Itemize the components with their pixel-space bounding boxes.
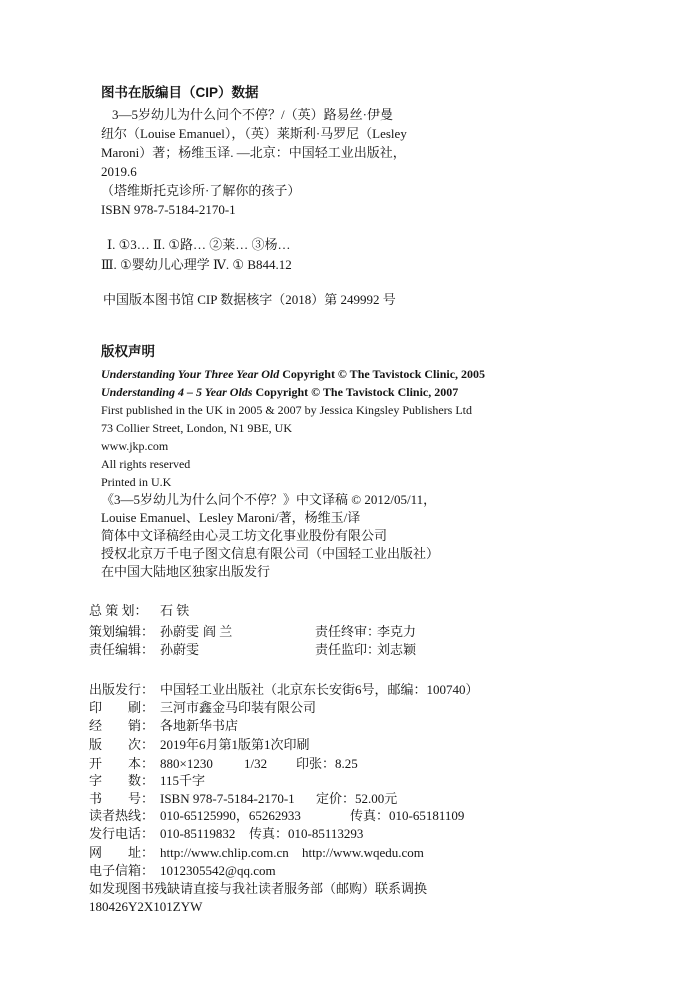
pub-fax: 传真：010-65181109 <box>350 808 465 823</box>
copyright-heading: 版权声明 <box>101 344 155 359</box>
pub-label: 版 次： <box>89 737 155 752</box>
book2-title: Understanding 4 – 5 Year Olds <box>101 385 253 399</box>
copyright-line: 在中国大陆地区独家出版发行 <box>101 564 271 579</box>
copyright-line: 《3—5岁幼儿为什么问个不停？》中文译稿 © 2012/05/11， <box>101 492 437 507</box>
copyright-line: 73 Collier Street, London, N1 9BE, UK <box>101 421 292 435</box>
credit-value: 阎 兰 <box>203 624 233 639</box>
cip-heading: 图书在版编目（CIP）数据 <box>101 85 259 100</box>
cip-record-line: 纽尔（Louise Emanuel），（英）莱斯利·马罗尼（Lesley <box>101 126 407 141</box>
cip-record-line: 2019.6 <box>101 164 137 179</box>
credit-label: 责任终审： <box>315 624 381 639</box>
pub-distributor <box>89 717 649 735</box>
pub-code-text: 180426Y2X101ZYW <box>89 899 203 914</box>
copyright-line: First published in the UK in 2005 & 2007 by Jessica Kingsley Publishers Ltd <box>101 403 472 417</box>
book1-notice: Copyright © The Tavistock Clinic, 2005 <box>282 367 486 381</box>
credit-label: 责任编辑： <box>89 642 155 657</box>
pub-label: 网 址： <box>89 845 155 860</box>
credit-label: 总 策 划： <box>89 603 148 618</box>
copyright-line: All rights reserved <box>101 457 191 471</box>
pub-label: 经 销： <box>89 718 155 733</box>
cip-isbn-line: ISBN 978-7-5184-2170-1 <box>101 202 236 217</box>
pub-format-sheets: 印张：8.25 <box>296 756 358 771</box>
copyright-line: 授权北京万千电子图文信息有限公司（中国轻工业出版社） <box>101 546 440 561</box>
credit-chief-planner <box>89 602 649 620</box>
pub-edition <box>89 736 649 754</box>
copyright-line: www.jkp.com <box>101 439 169 453</box>
pub-value: 各地新华书店 <box>160 718 239 733</box>
pub-label: 发行电话： <box>89 826 155 841</box>
pub-format-fold: 1/32 <box>244 756 268 771</box>
cip-classification-line: Ⅰ. ①3… Ⅱ. ①路… ②莱… ③杨… <box>107 237 291 252</box>
pub-url: http://www.chlip.com.cn <box>160 845 289 860</box>
credit-value: 刘志颖 <box>377 642 417 657</box>
book1-title: Understanding Your Three Year Old <box>101 367 280 381</box>
pub-printer <box>89 699 649 717</box>
copyright-book2 <box>101 383 458 401</box>
pub-label: 字 数： <box>89 773 155 788</box>
cip-classification-line: Ⅲ. ①婴幼儿心理学 Ⅳ. ① B844.12 <box>101 257 292 272</box>
pub-value: 010-65125990，65262933 <box>160 808 301 823</box>
pub-format-size: 880×1230 <box>160 756 213 771</box>
copyright-line: 简体中文译稿经由心灵工坊文化事业股份有限公司 <box>101 528 388 543</box>
credit-value: 孙蔚雯 <box>160 642 200 657</box>
pub-label: 读者热线： <box>89 808 155 823</box>
pub-value: 010-85119832 <box>160 826 236 841</box>
copyright-line: Louise Emanuel、Lesley Maroni/著，杨维玉/译 <box>101 510 361 525</box>
pub-label: 印 刷： <box>89 700 155 715</box>
cip-number: 中国版本图书馆 CIP 数据核字（2018）第 249992 号 <box>103 292 396 307</box>
credit-value: 李克力 <box>377 624 417 639</box>
credit-label: 责任监印： <box>315 642 381 657</box>
credit-responsible-editor <box>89 641 649 659</box>
pub-price: 定价：52.00元 <box>316 791 398 806</box>
credit-value: 石 铁 <box>160 603 190 618</box>
copyright-book1 <box>101 365 485 383</box>
credit-planning-editors <box>89 623 649 641</box>
cip-record-line: Maroni）著；杨维玉译. —北京：中国轻工业出版社， <box>101 145 406 160</box>
pub-label: 出版发行： <box>89 682 155 697</box>
pub-label: 书 号： <box>89 791 155 806</box>
pub-value: 三河市鑫金马印装有限公司 <box>160 700 317 715</box>
credit-value: 孙蔚雯 <box>160 624 200 639</box>
cip-series-line: （塔维斯托克诊所·了解你的孩子） <box>101 183 301 198</box>
pub-value: 1012305542@qq.com <box>160 863 276 878</box>
pub-website <box>89 844 649 862</box>
credit-label: 策划编辑： <box>89 624 155 639</box>
pub-value: 中国轻工业出版社（北京东长安街6号，邮编：100740） <box>160 682 479 697</box>
pub-publisher <box>89 681 649 699</box>
pub-fax: 传真：010-85113293 <box>249 826 364 841</box>
pub-value: 2019年6月第1版第1次印刷 <box>160 737 310 752</box>
pub-value: 115千字 <box>160 773 206 788</box>
pub-notice-text: 如发现图书残缺请直接与我社读者服务部（邮购）联系调换 <box>89 881 428 896</box>
pub-word-count <box>89 772 649 790</box>
pub-format <box>89 755 649 773</box>
cip-record-line: 3—5岁幼儿为什么问个不停？/（英）路易丝·伊曼 <box>112 107 393 122</box>
pub-url: http://www.wqedu.com <box>302 845 424 860</box>
pub-isbn <box>89 790 649 808</box>
pub-label: 开 本： <box>89 756 155 771</box>
book2-notice: Copyright © The Tavistock Clinic, 2007 <box>255 385 459 399</box>
pub-label: 电子信箱： <box>89 863 155 878</box>
pub-reader-hotline <box>89 807 649 825</box>
pub-notice <box>89 880 649 898</box>
pub-sales-phone <box>89 825 649 843</box>
copyright-line: Printed in U.K <box>101 475 172 489</box>
pub-email <box>89 862 649 880</box>
pub-value: ISBN 978-7-5184-2170-1 <box>160 791 295 806</box>
pub-code <box>89 898 649 916</box>
